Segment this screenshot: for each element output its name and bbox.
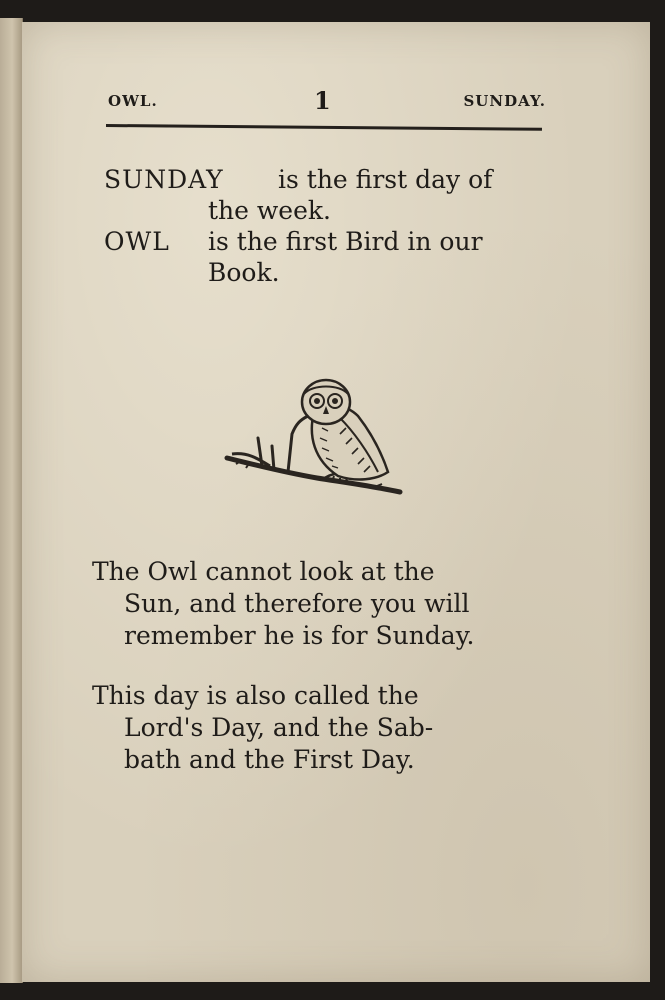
page-spine [0, 18, 23, 983]
intro-line: Book. [208, 258, 280, 287]
paragraph-line: This day is also called the [92, 681, 419, 710]
paragraph-lords-day [92, 680, 562, 776]
paragraph-line: Lord's Day, and the Sab- [124, 713, 434, 742]
paragraph-line: bath and the First Day. [124, 745, 415, 774]
paragraph-line: The Owl cannot look at the [92, 557, 435, 586]
paragraph-line: remember he is for Sunday. [124, 621, 475, 650]
intro-entry-sunday [104, 164, 554, 226]
running-head-right: SUNDAY. [463, 92, 546, 110]
intro-block [104, 164, 554, 288]
running-head-left: OWL. [108, 92, 158, 110]
intro-line: the week. [208, 196, 331, 225]
owl-on-branch-icon [222, 354, 412, 504]
intro-lead-word: SUNDAY [104, 165, 224, 194]
paragraph-line: Sun, and therefore you will [124, 589, 470, 618]
book-page [22, 22, 650, 982]
intro-lead-word: OWL [104, 227, 170, 256]
intro-line: is the first day of [278, 165, 493, 194]
intro-line: is the first Bird in our [208, 227, 483, 256]
paragraph-owl [92, 556, 562, 652]
running-head [106, 88, 546, 128]
page-number: 1 [314, 86, 331, 115]
intro-entry-owl [104, 226, 554, 288]
